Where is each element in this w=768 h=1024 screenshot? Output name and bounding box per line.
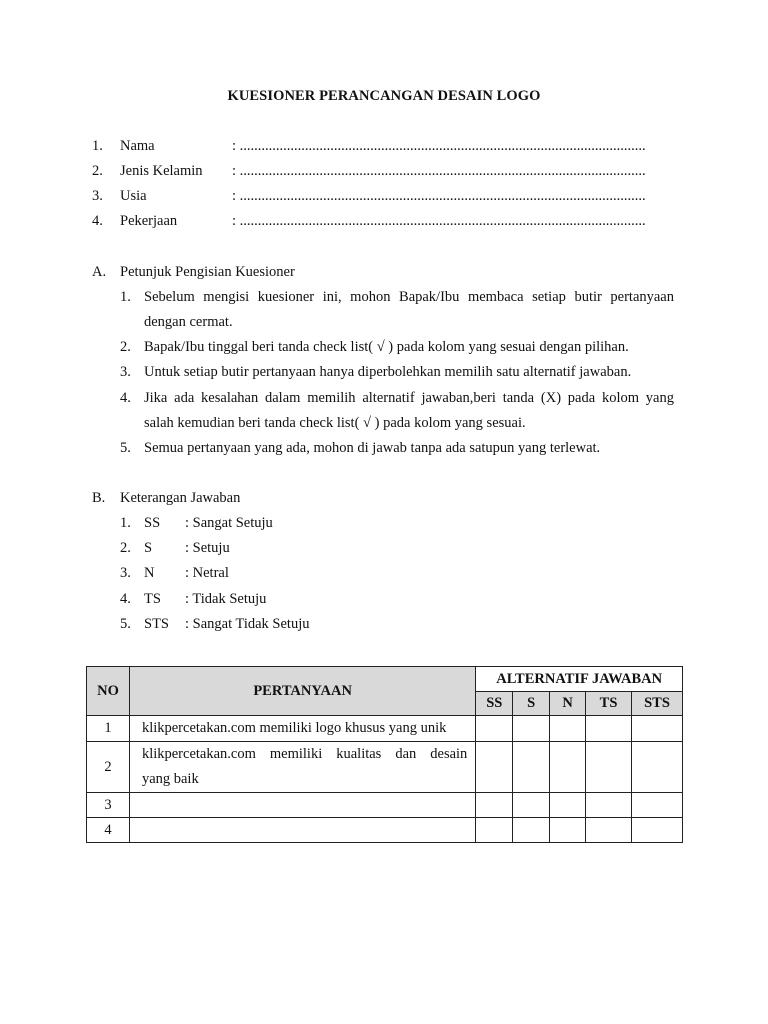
answer-cell-n[interactable] [550, 716, 586, 742]
answer-cell-s[interactable] [513, 793, 550, 818]
instruction-number: 3. [120, 364, 131, 380]
answer-cell-sts[interactable] [632, 716, 683, 742]
answer-cell-ts[interactable] [586, 716, 632, 742]
identity-fill-line[interactable]: : ................................................................................................................ [232, 138, 646, 154]
answer-cell-s[interactable] [513, 742, 550, 793]
answer-cell-n[interactable] [550, 742, 586, 793]
legend-number: 5. [120, 616, 131, 632]
answer-cell-s[interactable] [513, 818, 550, 843]
legend-code: N [144, 565, 155, 581]
instruction-continuation: salah kemudian beri tanda check list( √ ) pada kolom yang sesuai. [144, 415, 526, 431]
row-number: 1 [87, 716, 130, 742]
legend-meaning: : Setuju [185, 540, 230, 556]
identity-label: Nama [120, 138, 155, 154]
header-question: PERTANYAAN [129, 667, 475, 716]
table-row [87, 818, 683, 843]
identity-fill-line[interactable]: : ................................................................................................................ [232, 188, 646, 204]
answer-cell-sts[interactable] [632, 818, 683, 843]
section-title: Keterangan Jawaban [120, 490, 241, 506]
instruction-number: 4. [120, 390, 131, 406]
identity-label: Pekerjaan [120, 213, 178, 229]
section-a-heading [92, 262, 295, 282]
legend-code: SS [144, 515, 161, 531]
legend-number: 4. [120, 591, 131, 607]
identity-fill-line[interactable]: : ................................................................................................................ [232, 163, 646, 179]
header-option-s: S [513, 692, 550, 716]
legend-meaning: : Netral [185, 565, 229, 581]
instruction-number: 5. [120, 440, 131, 456]
instruction-text: Untuk setiap butir pertanyaan hanya diperbolehkan memilih satu alternatif jawaban. [144, 364, 632, 380]
instruction-text: Semua pertanyaan yang ada, mohon di jawab tanpa ada satupun yang terlewat. [144, 440, 601, 456]
row-question-line: yang baik [141, 771, 199, 787]
instruction-item [120, 388, 676, 408]
identity-number: 4. [92, 213, 103, 229]
section-letter: A. [92, 264, 107, 280]
header-option-ts: TS [586, 692, 632, 716]
legend-number: 2. [120, 540, 131, 556]
header-option-n: N [550, 692, 586, 716]
legend-meaning: : Tidak Setuju [185, 591, 267, 607]
instruction-text: Jika ada kesalahan dalam memilih alternatif jawaban,beri tanda (X) pada kolom yang [144, 390, 674, 406]
instruction-number: 2. [120, 339, 131, 355]
identity-row-name [92, 136, 676, 156]
legend-number: 3. [120, 565, 131, 581]
legend-meaning: : Sangat Setuju [185, 515, 273, 531]
answer-cell-ts[interactable] [586, 793, 632, 818]
instruction-number: 1. [120, 289, 131, 305]
identity-fill-line[interactable]: : ................................................................................................................ [232, 213, 646, 229]
instruction-item [120, 287, 676, 307]
instruction-text: Sebelum mengisi kuesioner ini, mohon Bapak/Ibu membaca setiap butir pertanyaan [144, 289, 674, 305]
identity-row-job [92, 211, 676, 231]
row-question [129, 742, 475, 793]
document-title: KUESIONER PERANCANGAN DESAIN LOGO [227, 88, 541, 104]
legend-number: 1. [120, 515, 131, 531]
answer-cell-n[interactable] [550, 818, 586, 843]
legend-code: TS [144, 591, 161, 607]
instruction-item [120, 438, 676, 458]
table-row [87, 716, 683, 742]
header-option-ss: SS [476, 692, 513, 716]
row-question: klikpercetakan.com memiliki logo khusus yang unik [129, 716, 475, 742]
header-alternatives: ALTERNATIF JAWABAN [476, 667, 683, 692]
identity-label: Usia [120, 188, 147, 204]
legend-meaning: : Sangat Tidak Setuju [185, 616, 310, 632]
answer-cell-ss[interactable] [476, 818, 513, 843]
row-question[interactable] [129, 818, 475, 843]
row-number: 3 [87, 793, 130, 818]
answer-cell-n[interactable] [550, 793, 586, 818]
answer-cell-ss[interactable] [476, 793, 513, 818]
table-row [87, 742, 683, 793]
answer-cell-ss[interactable] [476, 742, 513, 793]
identity-number: 2. [92, 163, 103, 179]
section-letter: B. [92, 490, 106, 506]
header-no: NO [87, 667, 130, 716]
instruction-text: Bapak/Ibu tinggal beri tanda check list( √ ) pada kolom yang sesuai dengan pilihan. [144, 339, 629, 355]
answer-cell-ss[interactable] [476, 716, 513, 742]
questionnaire-table [86, 666, 683, 843]
row-number: 4 [87, 818, 130, 843]
identity-row-gender [92, 161, 676, 181]
section-title: Petunjuk Pengisian Kuesioner [120, 264, 295, 280]
answer-cell-sts[interactable] [632, 793, 683, 818]
identity-row-age [92, 186, 676, 206]
answer-cell-ts[interactable] [586, 818, 632, 843]
table-row [87, 793, 683, 818]
answer-cell-ts[interactable] [586, 742, 632, 793]
instruction-continuation: dengan cermat. [144, 314, 233, 330]
row-question[interactable] [129, 793, 475, 818]
answer-cell-s[interactable] [513, 716, 550, 742]
row-number: 2 [87, 742, 130, 793]
instruction-item [120, 362, 676, 382]
answer-cell-sts[interactable] [632, 742, 683, 793]
row-question-line: klikpercetakan.com memiliki kualitas dan desain [141, 746, 468, 762]
identity-label: Jenis Kelamin [120, 163, 203, 179]
legend-code: STS [144, 616, 169, 632]
identity-number: 1. [92, 138, 103, 154]
legend-code: S [144, 540, 153, 556]
identity-number: 3. [92, 188, 103, 204]
instruction-item [120, 337, 676, 357]
section-b-heading [92, 488, 241, 508]
header-option-sts: STS [632, 692, 683, 716]
